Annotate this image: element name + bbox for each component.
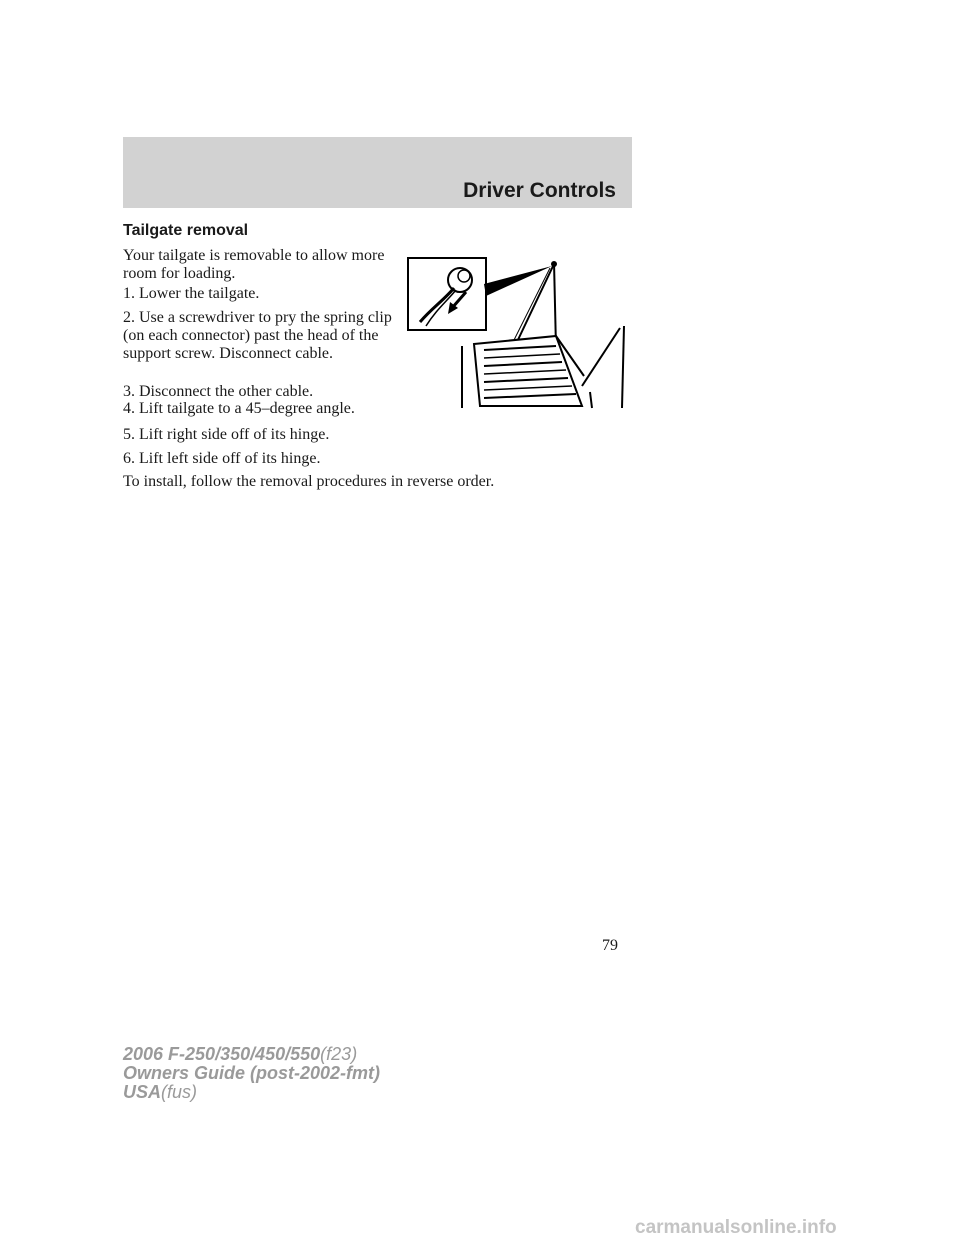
footer-model: 2006 F-250/350/450/550 — [123, 1044, 321, 1064]
step-1: 1. Lower the tailgate. — [123, 285, 260, 302]
footer-line-guide — [123, 1064, 380, 1083]
intro-paragraph: Your tailgate is removable to allow more room for loading. — [123, 247, 385, 282]
closing-paragraph: To install, follow the removal procedures in reverse order. — [123, 473, 495, 490]
step-6: 6. Lift left side off of its hinge. — [123, 450, 321, 467]
page-number: 79 — [602, 937, 618, 954]
section-heading: Tailgate removal — [123, 222, 249, 239]
chapter-title: Driver Controls — [463, 179, 616, 202]
footer-model-code: (f23) — [320, 1044, 358, 1064]
tailgate-cable-illustration — [406, 256, 628, 412]
chapter-header — [123, 137, 632, 208]
step-5: 5. Lift right side off of its hinge. — [123, 426, 330, 443]
footer-line-region — [123, 1083, 380, 1102]
document-footer — [123, 1045, 380, 1102]
footer-region: USA — [123, 1082, 162, 1102]
step-3: 3. Disconnect the other cable. — [123, 383, 314, 400]
footer-region-code: (fus) — [161, 1082, 198, 1102]
footer-line-model — [123, 1045, 380, 1064]
step-2: 2. Use a screwdriver to pry the spring clip (on each connector) past the head of the support screw. Disconnect cable. — [123, 309, 392, 362]
step-4: 4. Lift tailgate to a 45–degree angle. — [123, 400, 355, 417]
footer-guide: Owners Guide (post-2002-fmt) — [123, 1063, 381, 1083]
watermark: carmanualsonline.info — [635, 1217, 837, 1238]
